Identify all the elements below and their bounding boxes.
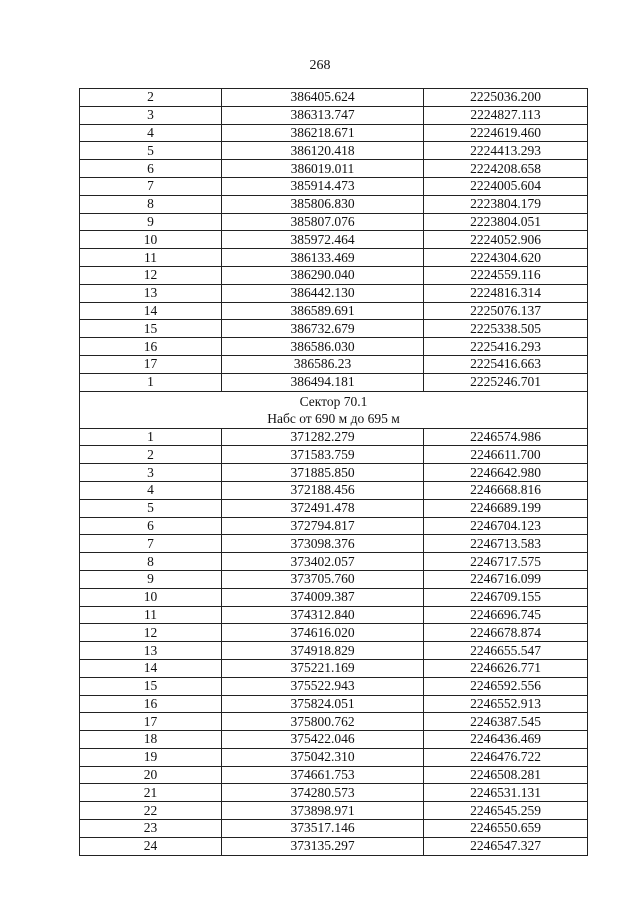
x-coordinate-cell: 385806.830: [222, 195, 424, 213]
table-row: [80, 302, 588, 320]
table-row: [80, 195, 588, 213]
x-coordinate-cell: 374312.840: [222, 606, 424, 624]
table-row: [80, 695, 588, 713]
y-coordinate-cell: 2224559.116: [424, 266, 588, 284]
x-coordinate-cell: 371282.279: [222, 428, 424, 446]
y-coordinate-cell: 2246696.745: [424, 606, 588, 624]
point-number-cell: 15: [80, 677, 222, 695]
section-subtitle: Набс от 690 м до 695 м: [267, 410, 400, 426]
table-row: [80, 588, 588, 606]
point-number-cell: 22: [80, 802, 222, 820]
x-coordinate-cell: 373098.376: [222, 535, 424, 553]
point-number-cell: 9: [80, 570, 222, 588]
table-row: [80, 284, 588, 302]
x-coordinate-cell: 386732.679: [222, 320, 424, 338]
table-row: [80, 766, 588, 784]
x-coordinate-cell: 386586.23: [222, 355, 424, 373]
table-row: [80, 231, 588, 249]
point-number-cell: 4: [80, 124, 222, 142]
y-coordinate-cell: 2246626.771: [424, 659, 588, 677]
y-coordinate-cell: 2223804.179: [424, 195, 588, 213]
table-row: [80, 570, 588, 588]
x-coordinate-cell: 372188.456: [222, 481, 424, 499]
point-number-cell: 4: [80, 481, 222, 499]
y-coordinate-cell: 2246476.722: [424, 748, 588, 766]
table-row: [80, 553, 588, 571]
table-row: [80, 338, 588, 356]
table-row: [80, 320, 588, 338]
table-row: [80, 837, 588, 855]
section-title: Сектор 70.1: [299, 393, 368, 409]
y-coordinate-cell: 2246717.575: [424, 553, 588, 571]
table-row: [80, 355, 588, 373]
point-number-cell: 12: [80, 266, 222, 284]
point-number-cell: 10: [80, 588, 222, 606]
page-number: 268: [309, 58, 331, 73]
table-row: [80, 481, 588, 499]
y-coordinate-cell: 2246508.281: [424, 766, 588, 784]
point-number-cell: 10: [80, 231, 222, 249]
y-coordinate-cell: 2224619.460: [424, 124, 588, 142]
y-coordinate-cell: 2246713.583: [424, 535, 588, 553]
point-number-cell: 8: [80, 195, 222, 213]
point-number-cell: 11: [80, 249, 222, 267]
point-number-cell: 6: [80, 160, 222, 178]
x-coordinate-cell: 374009.387: [222, 588, 424, 606]
table-row: [80, 428, 588, 446]
x-coordinate-cell: 386313.747: [222, 106, 424, 124]
x-coordinate-cell: 386218.671: [222, 124, 424, 142]
point-number-cell: 3: [80, 106, 222, 124]
x-coordinate-cell: 375824.051: [222, 695, 424, 713]
x-coordinate-cell: 375522.943: [222, 677, 424, 695]
table-row: [80, 606, 588, 624]
point-number-cell: 17: [80, 355, 222, 373]
table-row: [80, 713, 588, 731]
coordinates-table: [79, 88, 588, 856]
y-coordinate-cell: 2225036.200: [424, 89, 588, 107]
y-coordinate-cell: 2246689.199: [424, 499, 588, 517]
point-number-cell: 7: [80, 177, 222, 195]
point-number-cell: 20: [80, 766, 222, 784]
point-number-cell: 5: [80, 499, 222, 517]
point-number-cell: 17: [80, 713, 222, 731]
x-coordinate-cell: 373898.971: [222, 802, 424, 820]
y-coordinate-cell: 2225416.293: [424, 338, 588, 356]
x-coordinate-cell: 386494.181: [222, 373, 424, 391]
table-row: [80, 249, 588, 267]
y-coordinate-cell: 2246655.547: [424, 642, 588, 660]
table-row: [80, 642, 588, 660]
point-number-cell: 16: [80, 338, 222, 356]
y-coordinate-cell: 2224816.314: [424, 284, 588, 302]
x-coordinate-cell: 372794.817: [222, 517, 424, 535]
point-number-cell: 11: [80, 606, 222, 624]
y-coordinate-cell: 2225338.505: [424, 320, 588, 338]
x-coordinate-cell: 386405.624: [222, 89, 424, 107]
point-number-cell: 9: [80, 213, 222, 231]
point-number-cell: 5: [80, 142, 222, 160]
y-coordinate-cell: 2246574.986: [424, 428, 588, 446]
x-coordinate-cell: 375800.762: [222, 713, 424, 731]
x-coordinate-cell: 373705.760: [222, 570, 424, 588]
point-number-cell: 3: [80, 464, 222, 482]
x-coordinate-cell: 374661.753: [222, 766, 424, 784]
table-row: [80, 464, 588, 482]
y-coordinate-cell: 2246436.469: [424, 731, 588, 749]
x-coordinate-cell: 386589.691: [222, 302, 424, 320]
point-number-cell: 7: [80, 535, 222, 553]
y-coordinate-cell: 2225076.137: [424, 302, 588, 320]
point-number-cell: 18: [80, 731, 222, 749]
x-coordinate-cell: 374280.573: [222, 784, 424, 802]
x-coordinate-cell: 374918.829: [222, 642, 424, 660]
y-coordinate-cell: 2246716.099: [424, 570, 588, 588]
point-number-cell: 15: [80, 320, 222, 338]
point-number-cell: 24: [80, 837, 222, 855]
table-row: [80, 820, 588, 838]
table-row: [80, 213, 588, 231]
x-coordinate-cell: 373135.297: [222, 837, 424, 855]
x-coordinate-cell: 375042.310: [222, 748, 424, 766]
y-coordinate-cell: 2246387.545: [424, 713, 588, 731]
x-coordinate-cell: 386120.418: [222, 142, 424, 160]
point-number-cell: 23: [80, 820, 222, 838]
point-number-cell: 13: [80, 642, 222, 660]
x-coordinate-cell: 373517.146: [222, 820, 424, 838]
table-row: [80, 266, 588, 284]
y-coordinate-cell: 2246545.259: [424, 802, 588, 820]
point-number-cell: 21: [80, 784, 222, 802]
table-row: [80, 677, 588, 695]
x-coordinate-cell: 386019.011: [222, 160, 424, 178]
table-row: [80, 89, 588, 107]
x-coordinate-cell: 386290.040: [222, 266, 424, 284]
x-coordinate-cell: 386133.469: [222, 249, 424, 267]
x-coordinate-cell: 373402.057: [222, 553, 424, 571]
x-coordinate-cell: 375422.046: [222, 731, 424, 749]
table-row: [80, 535, 588, 553]
section-header-cell: [80, 391, 588, 428]
x-coordinate-cell: 385914.473: [222, 177, 424, 195]
table-row: [80, 177, 588, 195]
x-coordinate-cell: 375221.169: [222, 659, 424, 677]
section-header-row: [80, 391, 588, 428]
x-coordinate-cell: 371583.759: [222, 446, 424, 464]
y-coordinate-cell: 2246547.327: [424, 837, 588, 855]
table-row: [80, 499, 588, 517]
point-number-cell: 1: [80, 373, 222, 391]
table-row: [80, 748, 588, 766]
y-coordinate-cell: 2246592.556: [424, 677, 588, 695]
table-row: [80, 373, 588, 391]
point-number-cell: 14: [80, 302, 222, 320]
point-number-cell: 14: [80, 659, 222, 677]
table-row: [80, 160, 588, 178]
y-coordinate-cell: 2246678.874: [424, 624, 588, 642]
table-row: [80, 624, 588, 642]
table-row: [80, 517, 588, 535]
x-coordinate-cell: 386586.030: [222, 338, 424, 356]
point-number-cell: 2: [80, 446, 222, 464]
y-coordinate-cell: 2224005.604: [424, 177, 588, 195]
x-coordinate-cell: 385972.464: [222, 231, 424, 249]
table-row: [80, 784, 588, 802]
y-coordinate-cell: 2246709.155: [424, 588, 588, 606]
point-number-cell: 13: [80, 284, 222, 302]
point-number-cell: 12: [80, 624, 222, 642]
y-coordinate-cell: 2246642.980: [424, 464, 588, 482]
table-row: [80, 446, 588, 464]
y-coordinate-cell: 2246704.123: [424, 517, 588, 535]
y-coordinate-cell: 2246668.816: [424, 481, 588, 499]
y-coordinate-cell: 2246552.913: [424, 695, 588, 713]
point-number-cell: 8: [80, 553, 222, 571]
y-coordinate-cell: 2225246.701: [424, 373, 588, 391]
y-coordinate-cell: 2224304.620: [424, 249, 588, 267]
table-row: [80, 659, 588, 677]
x-coordinate-cell: 372491.478: [222, 499, 424, 517]
point-number-cell: 19: [80, 748, 222, 766]
table-row: [80, 106, 588, 124]
coordinates-table-body: [80, 89, 588, 856]
y-coordinate-cell: 2224208.658: [424, 160, 588, 178]
table-row: [80, 124, 588, 142]
point-number-cell: 6: [80, 517, 222, 535]
table-row: [80, 802, 588, 820]
x-coordinate-cell: 371885.850: [222, 464, 424, 482]
y-coordinate-cell: 2223804.051: [424, 213, 588, 231]
y-coordinate-cell: 2246550.659: [424, 820, 588, 838]
table-row: [80, 142, 588, 160]
x-coordinate-cell: 386442.130: [222, 284, 424, 302]
x-coordinate-cell: 385807.076: [222, 213, 424, 231]
y-coordinate-cell: 2246611.700: [424, 446, 588, 464]
table-row: [80, 731, 588, 749]
x-coordinate-cell: 374616.020: [222, 624, 424, 642]
point-number-cell: 1: [80, 428, 222, 446]
y-coordinate-cell: 2224413.293: [424, 142, 588, 160]
point-number-cell: 16: [80, 695, 222, 713]
y-coordinate-cell: 2246531.131: [424, 784, 588, 802]
y-coordinate-cell: 2224052.906: [424, 231, 588, 249]
y-coordinate-cell: 2225416.663: [424, 355, 588, 373]
y-coordinate-cell: 2224827.113: [424, 106, 588, 124]
point-number-cell: 2: [80, 89, 222, 107]
